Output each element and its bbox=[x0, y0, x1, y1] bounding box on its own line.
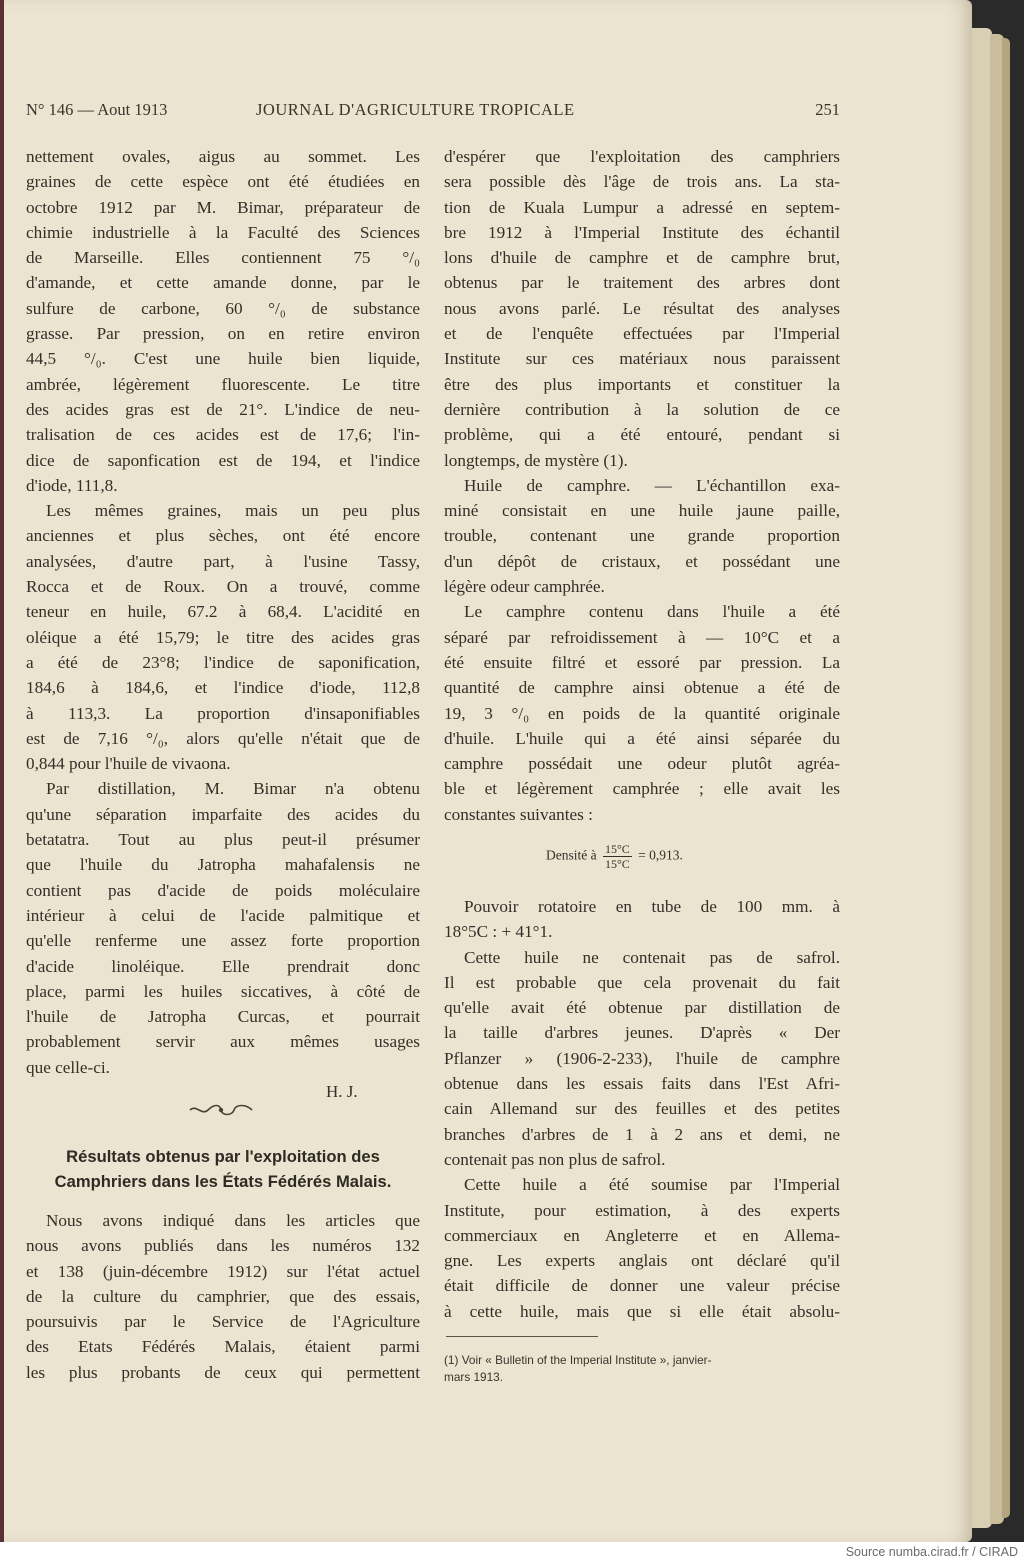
text-line: été ensuite filtré et essoré par pression. La bbox=[444, 652, 840, 672]
text-line: d'espérer que l'exploitation des camphriers bbox=[444, 147, 840, 166]
text-line: Institute, pour estimation, à des experts bbox=[444, 1200, 840, 1220]
text-line: et de l'enquête effectuées par l'Imperial bbox=[444, 324, 840, 344]
text-line: les plus probants de ceux qui permettent bbox=[26, 1362, 420, 1382]
text-line: l'huile de Jatropha Curcas, et pourrait bbox=[26, 1007, 420, 1027]
text-line: 0,844 pour l'huile de vivaona. bbox=[26, 754, 231, 774]
formula-fraction bbox=[603, 842, 632, 871]
text-line: contenait pas non plus de safrol. bbox=[444, 1149, 666, 1169]
text-line: 19, 3 °/₀ en poids de la quantité originale bbox=[444, 703, 840, 723]
text-line: chimie industrielle à la Faculté des Sciences bbox=[26, 222, 420, 242]
text-line: était difficile de donner une valeur précise bbox=[444, 1276, 840, 1296]
text-line: est de 7,16 °/₀, alors qu'elle n'était que de bbox=[26, 728, 420, 748]
text-line: d'iode, 111,8. bbox=[26, 475, 118, 495]
text-line: oléique a été 15,79; le titre des acides gras bbox=[26, 627, 420, 647]
formula-denominator: 15°C bbox=[604, 857, 630, 871]
text-line: contient pas d'acide de poids moléculaire bbox=[26, 880, 420, 900]
journal-title: JOURNAL D'AGRICULTURE TROPICALE bbox=[256, 100, 575, 119]
page-edge bbox=[1002, 38, 1010, 1518]
fleuron-ornament bbox=[186, 1103, 256, 1117]
formula-numerator: 15°C bbox=[604, 842, 630, 856]
text-line: séparé par refroidissement à — 10°C et a bbox=[444, 627, 840, 647]
text-line: de Marseille. Elles contiennent 75 °/₀ bbox=[26, 248, 420, 268]
text-line: lons d'huile de camphre et de camphre brut, bbox=[444, 248, 840, 268]
text-line: Cette huile a été soumise par l'Imperial bbox=[464, 1175, 840, 1195]
text-line: être des plus importants et constituer la bbox=[444, 374, 840, 394]
author-signature: H. J. bbox=[326, 1082, 358, 1101]
text-line: camphre possédait une odeur plutôt agréa- bbox=[444, 754, 840, 774]
text-line: Pflanzer » (1906-2-233), l'huile de camphre bbox=[444, 1048, 840, 1068]
text-line: d'huile. L'huile qui a été ainsi séparée du bbox=[444, 728, 840, 748]
left-column bbox=[26, 144, 420, 1080]
text-line: obtenue dans les essais faits dans l'Est Afri- bbox=[444, 1074, 840, 1094]
text-line: Cette huile ne contenait pas de safrol. bbox=[464, 947, 840, 967]
text-line: la taille d'arbres jeunes. D'après « Der bbox=[444, 1023, 840, 1043]
text-line: d'acide linoléique. Elle prendrait donc bbox=[26, 956, 420, 976]
text-line: poursuivis par le Service de l'Agriculture bbox=[26, 1312, 420, 1332]
text-line: qu'une séparation imparfaite des acides du bbox=[26, 804, 420, 824]
right-column-bottom bbox=[444, 894, 840, 1324]
text-line: et 138 (juin-décembre 1912) sur l'état actuel bbox=[26, 1261, 420, 1281]
text-line: tion de Kuala Lumpur a adressé en septem- bbox=[444, 197, 840, 217]
text-line: Pouvoir rotatoire en tube de 100 mm. à bbox=[464, 897, 840, 916]
text-line: d'un dépôt de cristaux, et possédant une bbox=[444, 551, 840, 571]
text-line: nous avons parlé. Le résultat des analyses bbox=[444, 298, 840, 318]
text-line: gne. Les experts anglais ont déclaré qu'il bbox=[444, 1251, 840, 1271]
text-line: longtemps, de mystère (1). bbox=[444, 450, 628, 470]
text-line: place, parmi les huiles siccatives, à côté de bbox=[26, 981, 420, 1001]
text-line: branches d'arbres de 1 à 2 ans et demi, ne bbox=[444, 1124, 840, 1144]
text-line: dice de saponfication est de 194, et l'indice bbox=[26, 450, 420, 470]
footnote-line: (1) Voir « Bulletin of the Imperial Institute », janvier- bbox=[444, 1353, 712, 1367]
text-line: bre 1912 à l'Imperial Institute des échantil bbox=[444, 222, 840, 242]
text-line: 18°5C : + 41°1. bbox=[444, 922, 553, 942]
text-line: grasse. Par pression, on en retire environ bbox=[26, 324, 420, 344]
text-line: sulfure de carbone, 60 °/₀ de substance bbox=[26, 298, 420, 318]
running-header bbox=[26, 100, 840, 126]
footnote-rule bbox=[446, 1336, 598, 1337]
text-line: commerciaux en Angleterre et en Allema- bbox=[444, 1225, 840, 1245]
text-line: qu'elle renferme une assez forte proportion bbox=[26, 931, 420, 951]
text-line: octobre 1912 par M. Bimar, préparateur de bbox=[26, 197, 420, 217]
text-line: de la culture du camphrier, que des essais, bbox=[26, 1286, 420, 1306]
text-line: que l'huile du Jatropha mahafalensis ne bbox=[26, 855, 420, 875]
text-line: ble et légèrement camphrée ; elle avait les bbox=[444, 779, 840, 799]
density-formula bbox=[546, 842, 683, 871]
text-line: Rocca et de Roux. On a trouvé, comme bbox=[26, 577, 420, 597]
text-line: à 113,3. La proportion d'insaponifiables bbox=[26, 703, 420, 723]
right-column-top bbox=[444, 144, 840, 827]
text-line: des acides gras est de 21°. L'indice de neu- bbox=[26, 399, 420, 419]
text-line: Huile de camphre. — L'échantillon exa- bbox=[464, 475, 840, 495]
text-line: probablement servir aux mêmes usages bbox=[26, 1032, 420, 1052]
section-heading-line: Résultats obtenus par l'exploitation des bbox=[66, 1147, 380, 1166]
text-line: constantes suivantes : bbox=[444, 804, 593, 824]
text-line: nous avons publiés dans les numéros 132 bbox=[26, 1236, 420, 1256]
text-line: d'amande, et cette amande donne, par le bbox=[26, 273, 420, 293]
text-line: a été de 23°8; l'indice de saponification, bbox=[26, 652, 420, 672]
text-line: Institute sur ces matériaux nous paraissent bbox=[444, 349, 840, 369]
text-line: à cette huile, mais que si elle était absolu- bbox=[444, 1301, 840, 1321]
footnote bbox=[444, 1352, 840, 1386]
text-line: ambrée, légèrement fluorescente. Le titre bbox=[26, 374, 420, 394]
text-line: anciennes et plus sèches, ont été encore bbox=[26, 526, 420, 546]
text-line: Les mêmes graines, mais un peu plus bbox=[46, 501, 420, 521]
text-line: cain Allemand sur des feuilles et des petites bbox=[444, 1099, 840, 1119]
page-edge bbox=[972, 28, 992, 1528]
text-line: teneur en huile, 67.2 à 68,4. L'acidité en bbox=[26, 602, 420, 622]
text-line: quantité de camphre ainsi obtenue a été de bbox=[444, 678, 840, 698]
text-line: tralisation de ces acides est de 17,6; l'in- bbox=[26, 425, 420, 445]
left-column-section bbox=[26, 1208, 420, 1385]
text-line: Par distillation, M. Bimar n'a obtenu bbox=[46, 779, 420, 799]
text-line: sera possible dès l'âge de trois ans. La sta- bbox=[444, 172, 840, 192]
page-number: 251 bbox=[815, 100, 840, 119]
section-heading-line: Camphriers dans les États Fédérés Malais. bbox=[54, 1172, 392, 1191]
footnote-line: mars 1913. bbox=[444, 1370, 504, 1384]
text-line: légère odeur camphrée. bbox=[444, 577, 605, 597]
text-line: qu'elle avait été obtenue par distillation de bbox=[444, 998, 840, 1018]
text-line: problème, qui a été entouré, pendant si bbox=[444, 425, 840, 445]
text-line: graines de cette espèce ont été étudiées en bbox=[26, 172, 420, 192]
text-line: trouble, contenant une grande proportion bbox=[444, 526, 840, 546]
formula-label: Densité à bbox=[546, 847, 597, 863]
text-line: analysées, d'autre part, à l'usine Tassy, bbox=[26, 551, 420, 571]
formula-value: = 0,913. bbox=[638, 847, 683, 863]
text-line: des Etats Fédérés Malais, étaient parmi bbox=[26, 1337, 420, 1357]
text-line: miné consistait en une huile jaune paille, bbox=[444, 501, 840, 521]
text-line: obtenus par le traitement des arbres dont bbox=[444, 273, 840, 293]
text-line: 184,6 à 184,6, et l'indice d'iode, 112,8 bbox=[26, 678, 420, 698]
text-line: Il est probable que cela provenait du fait bbox=[444, 972, 840, 992]
text-line: 44,5 °/₀. C'est une huile bien liquide, bbox=[26, 349, 420, 369]
text-line: betatatra. Tout au plus peut-il présumer bbox=[26, 830, 420, 850]
section-heading bbox=[26, 1144, 420, 1194]
binding-spine bbox=[0, 0, 4, 1542]
text-line: dernière contribution à la solution de ce bbox=[444, 399, 840, 419]
text-line: nettement ovales, aigus au sommet. Les bbox=[26, 147, 420, 166]
text-line: intérieur à celui de l'acide palmitique et bbox=[26, 905, 420, 925]
text-line: Nous avons indiqué dans les articles que bbox=[46, 1211, 420, 1230]
source-credit: Source numba.cirad.fr / CIRAD bbox=[845, 1545, 1018, 1559]
text-line: Le camphre contenu dans l'huile a été bbox=[464, 602, 840, 622]
issue-label: N° 146 — Aout 1913 bbox=[26, 100, 168, 119]
text-line: que celle-ci. bbox=[26, 1057, 110, 1077]
